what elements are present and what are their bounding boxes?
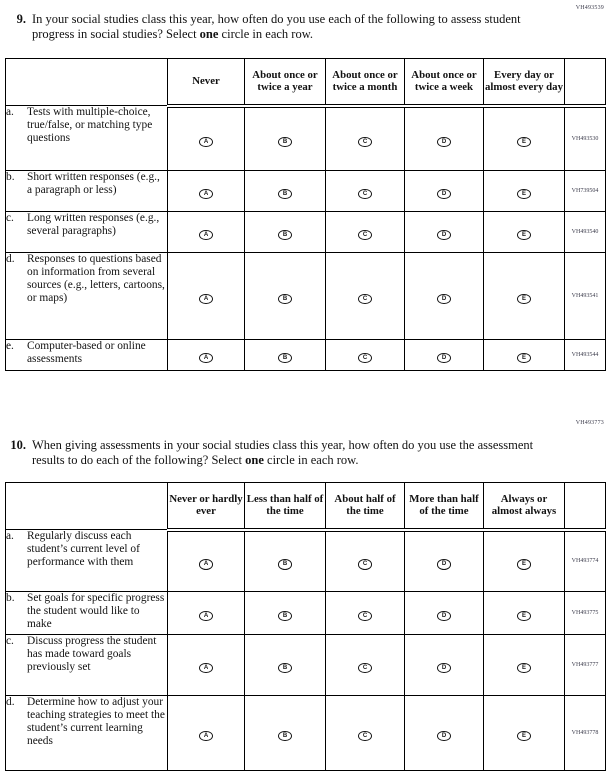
- table-row-q9d: [6, 253, 606, 340]
- bubble-a[interactable]: A: [199, 137, 213, 148]
- table-row-q10d: [6, 696, 606, 771]
- q9-header-row: [6, 59, 606, 106]
- question-9-text-suffix: circle in each row.: [218, 26, 314, 41]
- bubble-b[interactable]: B: [278, 731, 292, 742]
- table-row-q9b: [6, 171, 606, 212]
- bubble-b[interactable]: B: [278, 611, 292, 622]
- bubble-e[interactable]: E: [517, 353, 531, 364]
- row-letter: c.: [6, 212, 14, 224]
- bubble-a[interactable]: A: [199, 294, 213, 305]
- row-letter: a.: [6, 530, 14, 542]
- question-9-accession-code: VH493539: [575, 5, 604, 11]
- q9-response-grid: [5, 58, 606, 371]
- item-code: VH493775: [565, 592, 606, 635]
- bubble-e[interactable]: E: [517, 137, 531, 148]
- question-9-text-bold: one: [199, 26, 219, 41]
- bubble-e[interactable]: E: [517, 731, 531, 742]
- question-9-number: 9.: [16, 12, 26, 26]
- q10-header-less-than-half: Less than half of the time: [245, 483, 326, 530]
- row-label: Determine how to adjust your teaching strategies to meet the student’s current learning needs: [27, 696, 165, 747]
- table-row-q9a: [6, 106, 606, 171]
- bubble-d[interactable]: D: [437, 559, 451, 570]
- bubble-e[interactable]: E: [517, 559, 531, 570]
- bubble-b[interactable]: B: [278, 230, 292, 241]
- row-label: Short written responses (e.g., a paragraph or less): [27, 171, 160, 196]
- question-10-number: 10.: [10, 438, 26, 452]
- question-10-text-prefix: When giving assessments in your social studies class this year, how often do you use the assessment results to do each of the following? Select: [32, 438, 534, 467]
- question-10-accession-code: VH493773: [575, 420, 604, 426]
- q10-header-code-empty: [565, 483, 606, 530]
- bubble-e[interactable]: E: [517, 663, 531, 674]
- bubble-a[interactable]: A: [199, 189, 213, 200]
- row-label: Computer-based or online assessments: [27, 340, 146, 365]
- bubble-c[interactable]: C: [358, 559, 372, 570]
- bubble-b[interactable]: B: [278, 294, 292, 305]
- question-10-text: [32, 438, 542, 467]
- bubble-c[interactable]: C: [358, 137, 372, 148]
- row-label: Tests with multiple-choice, true/false, or matching type questions: [27, 106, 153, 144]
- q10-header-always: Always or almost always: [484, 483, 565, 530]
- q9-header-code-empty: [565, 59, 606, 106]
- q9-header-every-day: Every day or almost every day: [484, 59, 565, 106]
- bubble-d[interactable]: D: [437, 731, 451, 742]
- question-10-text-bold: one: [245, 452, 264, 467]
- q9-header-empty: [6, 59, 168, 106]
- bubble-e[interactable]: E: [517, 230, 531, 241]
- q9-header-once-twice-month: About once or twice a month: [326, 59, 405, 106]
- q10-header-about-half: About half of the time: [326, 483, 405, 530]
- row-label: Long written responses (e.g., several paragraphs): [27, 212, 160, 237]
- bubble-d[interactable]: D: [437, 611, 451, 622]
- bubble-e[interactable]: E: [517, 294, 531, 305]
- row-label: Regularly discuss each student’s current level of performance with them: [27, 530, 140, 568]
- item-code: VH493540: [565, 212, 606, 253]
- bubble-b[interactable]: B: [278, 353, 292, 364]
- row-label: Responses to questions based on information from several sources (e.g., letters, cartoons, or maps): [27, 253, 165, 304]
- table-row-q10c: [6, 635, 606, 696]
- bubble-a[interactable]: A: [199, 611, 213, 622]
- row-letter: c.: [6, 635, 14, 647]
- row-letter: b.: [6, 592, 15, 604]
- table-row-q10b: [6, 592, 606, 635]
- q9-header-never: Never: [168, 59, 245, 106]
- item-code: VH493530: [565, 106, 606, 171]
- question-10-text-suffix: circle in each row.: [263, 452, 359, 467]
- bubble-c[interactable]: C: [358, 230, 372, 241]
- bubble-a[interactable]: A: [199, 353, 213, 364]
- q10-response-grid: [5, 482, 606, 771]
- bubble-b[interactable]: B: [278, 559, 292, 570]
- bubble-d[interactable]: D: [437, 294, 451, 305]
- bubble-d[interactable]: D: [437, 353, 451, 364]
- item-code: VH493777: [565, 635, 606, 696]
- bubble-d[interactable]: D: [437, 230, 451, 241]
- bubble-a[interactable]: A: [199, 731, 213, 742]
- bubble-a[interactable]: A: [199, 230, 213, 241]
- q10-header-row: [6, 483, 606, 530]
- question-9-text: [32, 12, 542, 41]
- row-letter: a.: [6, 106, 14, 118]
- item-code: VH493774: [565, 530, 606, 592]
- bubble-c[interactable]: C: [358, 611, 372, 622]
- q10-header-more-than-half: More than half of the time: [405, 483, 484, 530]
- question-10: [4, 438, 542, 467]
- bubble-b[interactable]: B: [278, 137, 292, 148]
- row-letter: b.: [6, 171, 15, 183]
- q10-header-empty: [6, 483, 168, 530]
- row-letter: e.: [6, 340, 14, 352]
- item-code: VH493544: [565, 340, 606, 371]
- bubble-b[interactable]: B: [278, 189, 292, 200]
- bubble-c[interactable]: C: [358, 189, 372, 200]
- table-row-q10a: [6, 530, 606, 592]
- item-code: VH493778: [565, 696, 606, 771]
- q9-header-once-twice-year: About once or twice a year: [245, 59, 326, 106]
- bubble-e[interactable]: E: [517, 189, 531, 200]
- row-label: Set goals for specific progress the student would like to make: [27, 592, 165, 630]
- row-letter: d.: [6, 696, 15, 708]
- bubble-e[interactable]: E: [517, 611, 531, 622]
- item-code: VH739504: [565, 171, 606, 212]
- bubble-c[interactable]: C: [358, 663, 372, 674]
- bubble-b[interactable]: B: [278, 663, 292, 674]
- bubble-c[interactable]: C: [358, 294, 372, 305]
- bubble-a[interactable]: A: [199, 559, 213, 570]
- item-code: VH493541: [565, 253, 606, 340]
- row-label: Discuss progress the student has made toward goals previously set: [27, 635, 157, 673]
- bubble-a[interactable]: A: [199, 663, 213, 674]
- bubble-c[interactable]: C: [358, 353, 372, 364]
- bubble-c[interactable]: C: [358, 731, 372, 742]
- bubble-d[interactable]: D: [437, 663, 451, 674]
- table-row-q9e: [6, 340, 606, 371]
- bubble-d[interactable]: D: [437, 137, 451, 148]
- table-row-q9c: [6, 212, 606, 253]
- q9-header-once-twice-week: About once or twice a week: [405, 59, 484, 106]
- question-9: [4, 12, 542, 41]
- q10-header-never-hardly: Never or hardly ever: [168, 483, 245, 530]
- question-9-text-prefix: In your social studies class this year, how often do you use each of the following to assess student progress in social studies? Select: [32, 12, 521, 41]
- bubble-d[interactable]: D: [437, 189, 451, 200]
- row-letter: d.: [6, 253, 15, 265]
